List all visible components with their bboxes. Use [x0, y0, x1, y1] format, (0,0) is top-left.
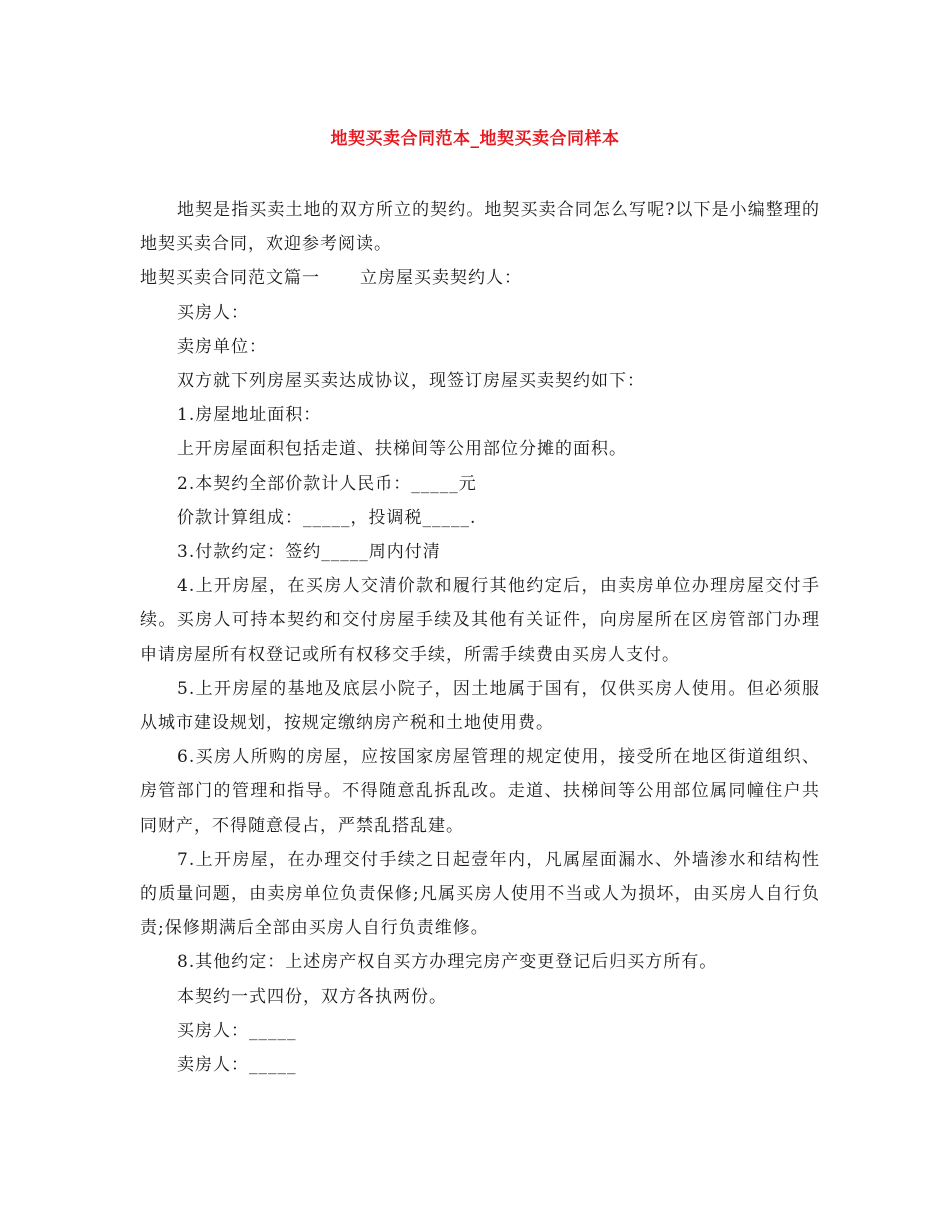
- intro-paragraph: 地契是指买卖土地的双方所立的契约。地契买卖合同怎么写呢?以下是小编整理的地契买卖合同，欢迎参考阅读。: [140, 200, 820, 255]
- copies-note: 本契约一式四份，双方各执两份。: [177, 986, 447, 1007]
- clause-5: 5.上开房屋的基地及底层小院子，因土地属于国有，仅供买房人使用。但必须服从城市建设规划，按规定缴纳房产税和土地使用费。: [140, 678, 820, 734]
- clause-3: 3.付款约定：签约_____周内付清: [177, 542, 441, 563]
- buyer-line: 买房人：: [177, 302, 249, 323]
- clause-7: 7.上开房屋，在办理交付手续之日起壹年内，凡属屋面漏水、外墙渗水和结构性的质量问题，由卖房单位负责保修;凡属买房人使用不当或人为损坏，由买房人自行负责;保修期满后全部由买房人自行负责维修。: [140, 849, 820, 939]
- document-body: [140, 193, 820, 1082]
- clause-2-detail: 价款计算组成：_____，投调税_____.: [177, 507, 477, 528]
- clause-2: 2.本契约全部价款计人民币：_____元: [177, 473, 477, 494]
- clause-1: 1.房屋地址面积：: [177, 405, 322, 426]
- clause-6: 6.买房人所购的房屋，应按国家房屋管理的规定使用，接受所在地区街道组织、房管部门的管理和指导。不得随意乱拆乱改。走道、扶梯间等公用部位属同幢住户共同财产，不得随意侵占，严禁乱搭乱建。: [140, 747, 820, 836]
- section-heading-line: [140, 261, 820, 295]
- agreement-intro: 双方就下列房屋买卖达成协议，现签订房屋买卖契约如下：: [177, 371, 645, 392]
- seller-signature-line: 卖房人：_____: [177, 1055, 297, 1076]
- buyer-signature-line: 买房人：_____: [177, 1020, 297, 1041]
- section-party-label: 立房屋买卖契约人：: [360, 268, 522, 289]
- clause-1-detail: 上开房屋面积包括走道、扶梯间等公用部位分摊的面积。: [177, 439, 627, 460]
- section-heading: 地契买卖合同范文篇一: [140, 268, 320, 289]
- document-title: 地契买卖合同范本_地契买卖合同样本: [330, 129, 620, 149]
- clause-8: 8.其他约定：上述房产权自买方办理完房产变更登记后归买方所有。: [177, 952, 718, 973]
- clause-4: 4.上开房屋，在买房人交清价款和履行其他约定后，由卖房单位办理房屋交付手续。买房人可持本契约和交付房屋手续及其他有关证件，向房屋所在区房管部门办理申请房屋所有权登记或所有权移交手续，所需手续费由买房人支付。: [140, 576, 820, 665]
- seller-unit-line: 卖房单位：: [177, 336, 267, 357]
